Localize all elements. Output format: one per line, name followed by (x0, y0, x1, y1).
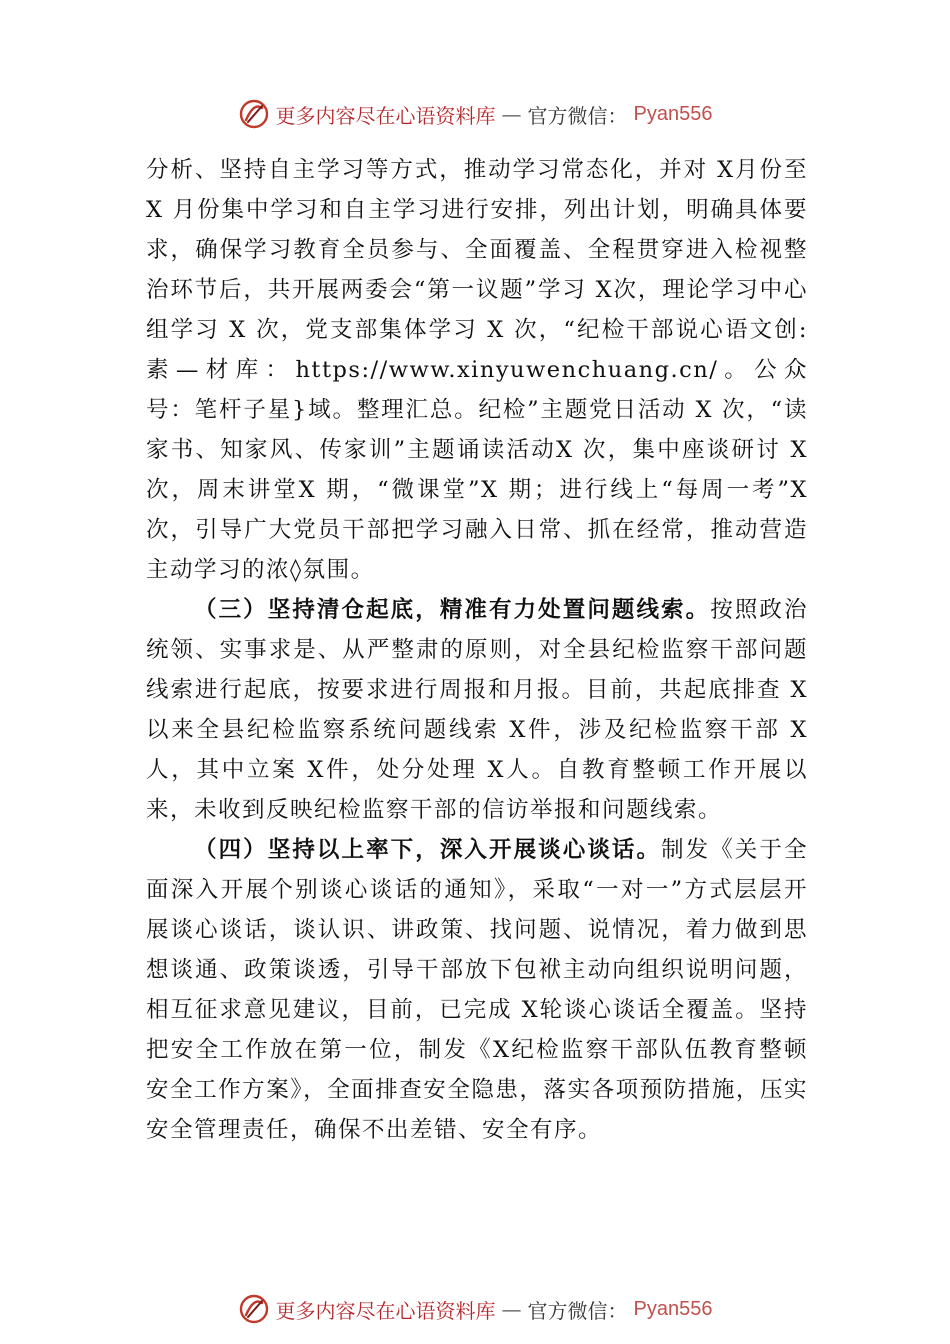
paragraph-1 (146, 150, 808, 590)
paragraph-2-text: 按照政治统领、实事求是、从严整肃的原则，对全县纪检监察干部问题线索进行起底，按要求进行周报和月报。目前，共起底排查 X以来全县纪检监察系统问题线索 X件，涉及纪检监察干部 X人，其中立案 X件，处分处理 X人。自教育整顿工作开展以来，未收到反映纪检监察干部的信访举报和问题线索。 (146, 597, 808, 823)
watermark-banner (238, 98, 713, 130)
paragraph-3-heading: （四）坚持以上率下，深入开展谈心谈话。 (194, 837, 662, 863)
brand-logo-icon (238, 1293, 270, 1325)
paragraph-2 (146, 590, 808, 830)
document-body (146, 150, 808, 1150)
footer-watermark (0, 1289, 950, 1329)
watermark-wechat-label: 官方微信： (527, 1298, 628, 1323)
paragraph-3 (146, 830, 808, 1150)
paragraph-2-heading: （三）坚持清仓起底，精准有力处置问题线索。 (194, 597, 711, 623)
watermark-banner-footer (238, 1293, 713, 1325)
paragraph-1-text: 分析、坚持自主学习等方式，推动学习常态化，并对 X月份至 X 月份集中学习和自主学习进行安排，列出计划，明确具体要求，确保学习教育全员参与、全面覆盖、全程贯穿进入检视整治环节后，共开展两委会“第一议题”学习 X次，理论学习中心组学习 X 次，党支部集体学习 X 次，“纪检干部说心语文创:素—材库：https://www.xinyuwenchuang.cn/。公众号：笔杆子星}域。整理汇总。纪检”主题党日活动 X 次，“读家书、知家风、传家训”主题诵读活动X 次，集中座谈研讨 X 次，周末讲堂X 期，“微课堂”X 期；进行线上“每周一考”X 次，引导广大党员干部把学习融入日常、抓在经常，推动营造主动学习的浓◊氛围。 (146, 157, 808, 583)
watermark-site-text: 更多内容尽在心语资料库 (275, 1298, 496, 1323)
paragraph-3-text: 制发《关于全面深入开展个别谈心谈话的通知》，采取“一对一”方式层层开展谈心谈话，谈认识、讲政策、找问题、说情况，着力做到思想谈通、政策谈透，引导干部放下包袱主动向组织说明问题，相互征求意见建议，目前，已完成 X轮谈心谈话全覆盖。坚持把安全工作放在第一位，制发《X纪检监察干部队伍教育整顿安全工作方案》，全面排查安全隐患，落实各项预防措施，压实安全管理责任，确保不出差错、安全有序。 (146, 837, 808, 1143)
watermark-dash: — (501, 102, 522, 126)
watermark-wechat-id: Pyan556 (633, 1297, 713, 1320)
watermark-site-text: 更多内容尽在心语资料库 (275, 103, 496, 128)
brand-logo-icon (238, 98, 270, 130)
header-watermark (0, 94, 950, 134)
watermark-dash: — (501, 1297, 522, 1321)
watermark-wechat-label: 官方微信： (527, 103, 628, 128)
watermark-wechat-id: Pyan556 (633, 102, 713, 125)
